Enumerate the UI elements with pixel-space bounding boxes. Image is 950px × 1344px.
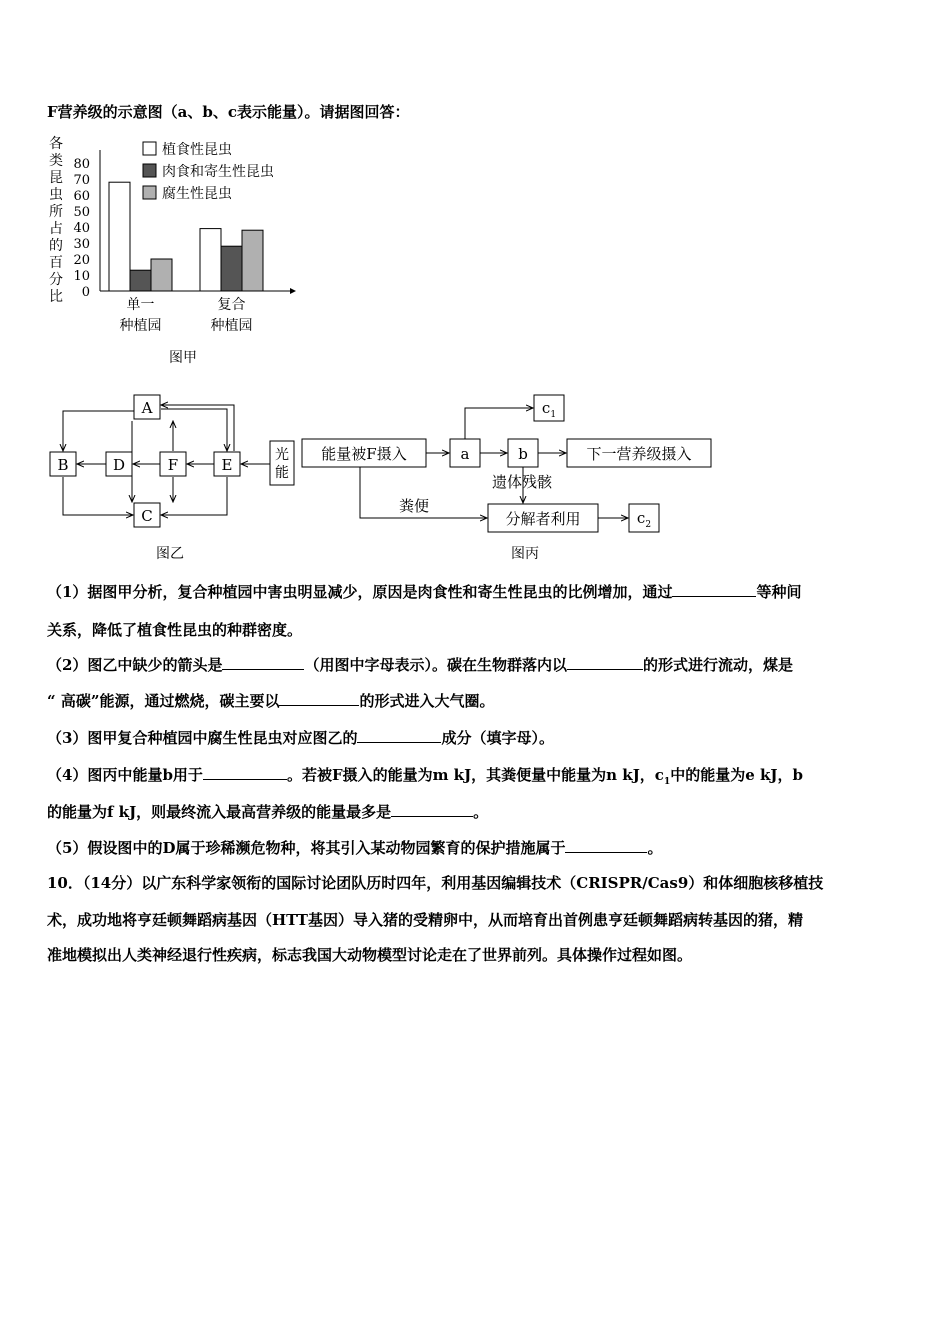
question-1-line-1 bbox=[47, 582, 801, 602]
y-axis-label-char: 占 bbox=[49, 221, 63, 237]
figure-yi-caption: 图乙 bbox=[156, 546, 184, 562]
node-E: E bbox=[221, 456, 233, 474]
bar-2-1 bbox=[200, 229, 221, 291]
y-tick-label: 60 bbox=[73, 189, 90, 204]
legend-swatch bbox=[143, 164, 156, 177]
node-F: F bbox=[167, 456, 179, 474]
y-axis-ticks bbox=[73, 157, 90, 300]
bar-1-1 bbox=[109, 182, 130, 291]
y-axis-label bbox=[49, 136, 63, 305]
q2-answer-blank-2[interactable] bbox=[567, 655, 643, 670]
q2-text-e: 的形式进入大气圈。 bbox=[359, 692, 495, 710]
box-next-level: 下一营养级摄入 bbox=[586, 445, 692, 463]
node-D: D bbox=[112, 456, 126, 474]
y-tick-label: 80 bbox=[73, 157, 90, 172]
x-category-label: 复合 bbox=[217, 297, 246, 313]
q1-text-b: 等种间 bbox=[756, 583, 802, 601]
legend-swatch bbox=[143, 142, 156, 155]
q4-text-e: 。 bbox=[473, 803, 489, 821]
q4-text-a: （4）图丙中能量b用于 bbox=[47, 766, 203, 784]
q3-text-b: 成分（填字母）。 bbox=[441, 729, 554, 747]
label-remains: 遗体残骸 bbox=[491, 473, 553, 491]
y-tick-label: 10 bbox=[73, 269, 90, 284]
bar-2-3 bbox=[242, 230, 263, 291]
figure-yi-diagram bbox=[40, 385, 300, 570]
box-energy-intake: 能量被F摄入 bbox=[321, 445, 407, 463]
q4-answer-blank-1[interactable] bbox=[203, 765, 287, 780]
y-axis-label-char: 的 bbox=[49, 238, 63, 254]
y-tick-label: 50 bbox=[73, 205, 90, 220]
y-axis-label-char: 昆 bbox=[49, 170, 63, 186]
y-axis-label-char: 比 bbox=[49, 289, 63, 305]
node-A: A bbox=[141, 399, 153, 417]
q4-text-d: 的能量为f kJ，则最终流入最高营养级的能量最多是 bbox=[47, 803, 392, 821]
q5-answer-blank[interactable] bbox=[565, 838, 647, 853]
x-category-label: 单一 bbox=[126, 297, 155, 313]
question-2-line-2 bbox=[47, 691, 495, 711]
x-axis-arrow bbox=[290, 288, 296, 294]
light-energy-label-1: 光 bbox=[275, 447, 289, 463]
y-tick-label: 0 bbox=[81, 285, 90, 300]
question-4-line-2 bbox=[47, 802, 488, 822]
node-B: B bbox=[57, 456, 69, 474]
y-axis-label-char: 虫 bbox=[49, 187, 63, 203]
question-10-line-3: 准地模拟出人类神经退行性疾病，标志我国大动物模型讨论走在了世界前列。具体操作过程如图。 bbox=[47, 946, 693, 964]
box-decomposer: 分解者利用 bbox=[505, 510, 581, 528]
light-energy-label-2: 能 bbox=[275, 465, 289, 481]
question-2-line-1 bbox=[47, 655, 793, 675]
q2-text-d: “ 高碳”能源，通过燃烧，碳主要以 bbox=[47, 692, 280, 710]
label-feces: 粪便 bbox=[398, 497, 430, 515]
box-b: b bbox=[518, 445, 528, 463]
y-axis-label-char: 分 bbox=[49, 272, 63, 288]
q5-text-b: 。 bbox=[647, 839, 663, 857]
figure-bing-diagram bbox=[296, 385, 716, 570]
q2-text-c: 的形式进行流动，煤是 bbox=[642, 656, 793, 674]
y-axis-label-char: 百 bbox=[49, 255, 63, 271]
x-axis-categories bbox=[120, 297, 253, 334]
q3-text-a: （3）图甲复合种植园中腐生性昆虫对应图乙的 bbox=[47, 729, 358, 747]
bar-2-2 bbox=[221, 246, 242, 291]
x-category-label: 种植园 bbox=[210, 318, 253, 334]
bar-1-3 bbox=[151, 259, 172, 291]
question-4-line-1 bbox=[47, 765, 803, 792]
x-category-label: 种植园 bbox=[119, 318, 162, 334]
y-tick-label: 20 bbox=[73, 253, 90, 268]
box-c2: $c_2$ bbox=[636, 509, 652, 530]
box-c1: $c_1$ bbox=[541, 399, 557, 420]
y-tick-label: 70 bbox=[73, 173, 90, 188]
y-axis-label-char: 各 bbox=[49, 136, 63, 152]
q1-answer-blank[interactable] bbox=[672, 582, 756, 597]
q4-text-b: 。若被F摄入的能量为m kJ，其粪便量中能量为n kJ，c bbox=[286, 766, 664, 784]
question-3 bbox=[47, 728, 554, 748]
y-axis-label-char: 所 bbox=[49, 204, 63, 220]
q1-text-a: （1）据图甲分析，复合种植园中害虫明显减少，原因是肉食性和寄生性昆虫的比例增加，通过 bbox=[47, 583, 673, 601]
question-10-line-1: 10．（14分）以广东科学家领衔的国际讨论团队历时四年，利用基因编辑技术（CRISPR/Cas9）和体细胞核移植技 bbox=[47, 874, 824, 892]
q4-text-c: 中的能量为e kJ，b bbox=[670, 766, 803, 784]
legend-swatch bbox=[143, 186, 156, 199]
figure-jia-bar-chart bbox=[40, 130, 320, 370]
question-10-line-2: 术，成功地将亨廷顿舞蹈病基因（HTT基因）导入猪的受精卵中，从而培育出首例患亨廷顿舞蹈病转基因的猪，精 bbox=[47, 911, 803, 929]
q4-subscript: 1 bbox=[663, 777, 671, 787]
question-5 bbox=[47, 838, 662, 858]
bar-1-2 bbox=[130, 270, 151, 291]
figure-bing-caption: 图丙 bbox=[511, 546, 539, 562]
legend bbox=[143, 141, 274, 202]
intro-text: F营养级的示意图（a、b、c表示能量）。请据图回答： bbox=[47, 103, 410, 121]
q2-answer-blank-1[interactable] bbox=[222, 655, 304, 670]
q5-text-a: （5）假设图中的D属于珍稀濒危物种，将其引入某动物园繁育的保护措施属于 bbox=[47, 839, 566, 857]
figure-jia-caption: 图甲 bbox=[169, 350, 197, 366]
y-tick-label: 30 bbox=[73, 237, 90, 252]
y-tick-label: 40 bbox=[73, 221, 90, 236]
q4-answer-blank-2[interactable] bbox=[391, 802, 473, 817]
q2-text-a: （2）图乙中缺少的箭头是 bbox=[47, 656, 223, 674]
legend-label: 腐生性昆虫 bbox=[162, 186, 232, 202]
node-C: C bbox=[141, 507, 153, 525]
legend-label: 肉食和寄生性昆虫 bbox=[162, 164, 274, 180]
y-axis-label-char: 类 bbox=[49, 153, 63, 169]
legend-label: 植食性昆虫 bbox=[162, 142, 232, 158]
question-1-line-2: 关系，降低了植食性昆虫的种群密度。 bbox=[47, 621, 303, 639]
q3-answer-blank[interactable] bbox=[357, 728, 441, 743]
q2-answer-blank-3[interactable] bbox=[279, 691, 359, 706]
q2-text-b: （用图中字母表示）。碳在生物群落内以 bbox=[304, 656, 567, 674]
box-a: a bbox=[460, 445, 470, 463]
